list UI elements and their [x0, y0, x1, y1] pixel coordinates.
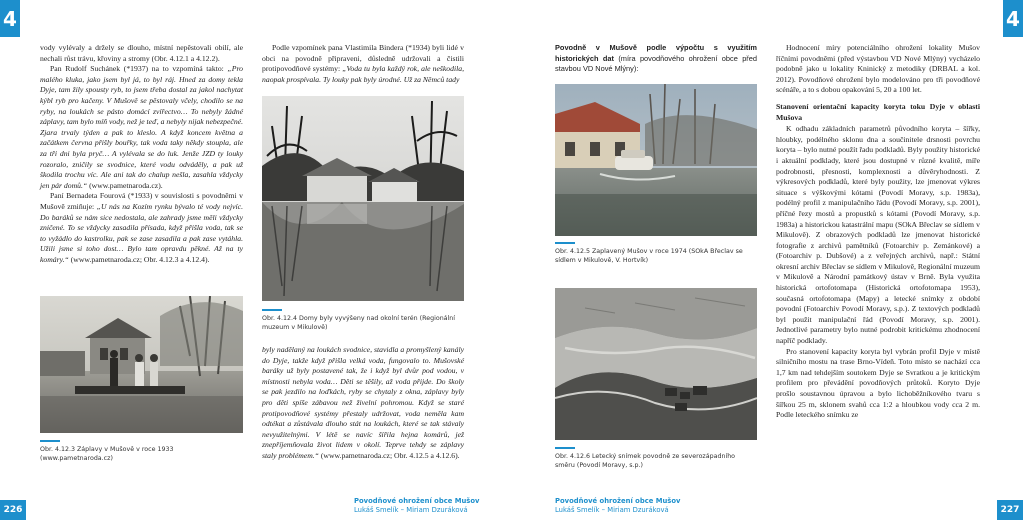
photo-flooded-mushov-1974-image: [555, 84, 757, 236]
column-4: [776, 43, 980, 421]
footer-title: Povodňové ohrožení obce Mušov: [555, 497, 681, 505]
photo-raised-houses-image: [262, 96, 464, 301]
paragraph: Podle vzpomínek pana Vlastimila Bindera (*1934) byli lidé v obci na povodně připraveni, důsledně udržovali a čistili protipovodňové systémy: „Voda tu byla každý rok, ale neškodila, naopak prospívala. Ty louky pak byly úrodné. Už za Němců tady: [262, 43, 465, 84]
column-2-continued: [262, 345, 464, 462]
footer-authors: Lukáš Smelík – Miriam Dzuráková: [555, 506, 669, 514]
photo-flooded-mushov-1974: [555, 84, 757, 236]
paragraph: Pan Rudolf Suchánek (*1937) na to vzpomíná takto: „Pro malého kluka, jako jsem byl já, to byl ráj. Hned za domy tekla Dyje, tam žily spousty ryb, to jsem třeba dostal za jakol nachytat kýbl ryb pro kačeny. V Mušově se pěstovaly včely, chodilo se na ryby, na loukách se pásto domácí zvířectvo… To nebyly žádné záplavy, tam bylo míň vody, než je teď, a nebyly nijak nebezpečné. Zjara trvaly týden a pak to kleslo. A když koncem května a začátkem června přišly bouřky, tak voda taky někdy stoupla, ale za tři dni byla pryč… A vylévala se do luk. Jenže JZD ty louky rozoralo, zničily se svodnice, které vodu odváděly, a pak už škodila trochu víc. Ale ani tak do chalup nešla, zasahla vždycky jen pár domů.“ (www.pametnaroda.cz).: [40, 64, 243, 190]
quote: „Pro malého kluka, jako jsem byl já, to byl ráj. Hned za domy tekla Dyje, tam žily spousty ryb, to jsem třeba dostal za jakol nachytat kýbl ryb pro kačeny. V Mušově se pěstovaly včely, chodilo se na ryby, na loukách se pásto domácí zvířectvo… To nebyly žádné záplavy, tam bylo míň vody, než je teď, a nebyly nijak nebezpečné. Zjara trvaly týden a pak to kleslo. A když koncem května a začátkem června přišly bouřky, tak voda taky někdy stoupla, ale za tři dni byla pryč… A vylévala se do luk. Jenže JZD ty louky rozoralo, zničily se svodnice, které vodu odváděly, a pak už škodila trochu víc. Ale ani tak do chalup nešla, zasahla vždycky jen pár domů.“: [40, 64, 243, 190]
caption-accent-bar: [555, 242, 575, 244]
page-number-left: 226: [0, 500, 26, 520]
photo-raised-houses: [262, 96, 464, 301]
photo-flood-1933-image: [40, 296, 243, 433]
footer-right: [555, 497, 680, 515]
chapter-tab-right: 4: [1003, 0, 1023, 37]
caption-4-12-4: Obr. 4.12.4 Domy byly vyvýšeny nad okolní terén (Regionální muzeum v Mikulově): [262, 309, 462, 332]
quote: „U nás na Kozím rynku bývalo té vody nejvíc. Do baráků se nám sice nedostala, ale zahrady jsme měli vždycky zničené. To se vždycky zasadila přísada, když přišla voda, tak se to vyžádlo do kastrolku, pak se zase zasadila a pak zase vytáhla. Užili jsme si toho dost… Bylo tam opravdu pěkné. Až na ty komáry.“: [40, 201, 243, 264]
caption-accent-bar: [262, 309, 282, 311]
chapter-tab-left: 4: [0, 0, 20, 37]
caption-4-12-5: Obr. 4.12.5 Zaplavený Mušov v roce 1974 (SOkA Břeclav se sídlem v Mikulově, V. Hortvík): [555, 242, 755, 265]
caption-4-12-6: Obr. 4.12.6 Letecký snímek povodně ze severozápadního směru (Povodí Moravy, s.p.): [555, 447, 755, 470]
footer-left: [354, 497, 479, 515]
page-number-right: 227: [997, 500, 1023, 520]
paragraph: vody vylévaly a držely se dlouho, místní nepěstovali obilí, ale nechali růst trávu, křoviny a stromy (Obr. 4.12.1 a 4.12.2).: [40, 43, 243, 63]
photo-aerial-flood-image: [555, 288, 757, 440]
caption-accent-bar: [40, 440, 60, 442]
paragraph: byly nadělaný na loukách svodnice, stavidla a promyšlený kanály do Dyje, takže když přišla velká voda, fungovalo to. Mušovské baráky už byly postavené tak, že i když byl dvůr pod vodou, v místnosti nebyla voda… Děti se těšily, až voda přijde. Do školy se pak jezdilo na loďkách, ryby se chytaly z okna, záplavy byly pro děti spíše zábavou než živelní pohromou. Když se staré protipovodňové systémy přestaly udržovat, voda neměla kam odtékat a zůstávala dlouho stát na loukách, které se tak stávaly nevyužitelnými. V létě se navíc šířila hejna komárů, jež znepříjemňovala život lidem v okolí. Teprve tehdy se záplavy staly problémem.“ (www.pametnaroda.cz; Obr. 4.12.5 a 4.12.6).: [262, 345, 464, 460]
paragraph: Hodnocení míry potenciálního ohrožení lokality Mušov říčními povodněmi (před výstavbou VD Nové Mlýny) vycházelo podobně jako u lokality Kninický z metodiky (DRBAL a kol. 2012). Povodňové ohrožení bylo modelováno pro tři povodňové scénáře, a to s dobou opakování 5, 20 a 100 let.: [776, 43, 980, 95]
caption-4-12-3: Obr. 4.12.3 Záplavy v Mušově v roce 1933 (www.pametnaroda.cz): [40, 440, 230, 463]
caption-accent-bar: [555, 447, 575, 449]
photo-flood-1933: [40, 296, 243, 433]
footer-authors: Lukáš Smelík – Miriam Dzuráková: [354, 506, 468, 514]
column-3: [555, 43, 757, 75]
quote: „Voda tu byla každý rok, ale neškodila, naopak prospívala. Ty louky pak byly úrodné. Už za Němců tady: [262, 64, 465, 84]
paragraph: K odhadu základních parametrů původního koryta – šířky, hloubky, podélného sklonu dna a součinitele drsnosti povrchu koryta – bylo nutné použít řadu podkladů. Byly použity historické i aktuální podklady, které jsou dostupné v různé kvalitě, míře podrobnosti, přesnosti, komplexnosti a důvěryhodnosti. Z výkresových podkladů, které byly použity, lze jmenovat výkres situace s výškovými kótami (Povodí Moravy, s.p. 1983a), podélný profil z manipulačního řádu (Povodí Moravy, s.p. 2001), příčné řezy mostů a propustků s kótami (Povodí Moravy, s.p. 1983a) a historickou katastrální mapu (SOkA Břeclav se sídlem v Mikulově). Z obrazových podkladů lze jmenovat historické fotografie z archivů pamětníků (Fotoarchiv p. Zemánkové) a (Fotoarchiv p. Dubšové) a z veřejných archivů, např.: Státní okresní archiv Břeclav se sídlem v Mikulově, Regionální muzeum v Mikulově a Národní památkový ústav v Brně. Byla využita historická ortofotomapa (Historická ortofotomapa 1953), současná ortofotomapa (Mapy) a letecké snímky z období povodní (Fotoarchiv Povodí Moravy, s.p.). Z textových podkladů byl použit manipulační řád (Povodí Moravy, s.p. 2001). Jednotlivé parametry bylo nutné podrobit kritickému zhodnocení napříč podklady.: [776, 124, 980, 346]
column-2: [262, 43, 464, 85]
photo-aerial-flood: [555, 288, 757, 440]
column-1: [40, 43, 243, 265]
quote: byly nadělaný na loukách svodnice, stavidla a promyšlený kanály do Dyje, takže když přišla velká voda, fungovalo to. Mušovské baráky už byly postavené tak, že i když byl dvůr pod vodou, v místnosti nebyla voda… Děti se těšily, až voda přijde. Do školy se pak jezdilo na loďkách, ryby se chytaly z okna, záplavy byly pro děti spíše zábavou než živelní pohromou. Když se staré protipovodňové systémy přestaly udržovat, voda neměla kam odtékat a zůstávala dlouho stát na loukách, které se tak stávaly nevyužitelnými. V létě se navíc šířila hejna komárů, jež znepříjemňovala život lidem v okolí. Teprve tehdy se záplavy staly problémem.“: [262, 345, 464, 460]
section-heading: Stanovení orientační kapacity koryta toku Dyje v oblasti Mušova: [776, 101, 980, 122]
paragraph: Pro stanovení kapacity koryta byl vybrán profil Dyje v místě silničního mostu na trase Brno-Vídeň. Toto místo se nachází cca 1,7 km nad tehdejším soutokem Dyje se Svratkou a je kritickým profilem pro převádění povodňových průtoků. Koryto Dyje prošlo soustavnou úpravou a bylo lichoběžníkového tvaru s šířkou 25 m, sklonem svahů cca 1:2 a hloubkou vody cca 2 m. Podle leteckého snímku ze: [776, 346, 980, 420]
paragraph: Paní Bernadeta Fourová (*1933) v souvislosti s povodněmi v Mušově zmiňuje: „U nás na Kozím rynku bývalo té vody nejvíc. Do baráků se nám sice nedostala, ale zahrady jsme měli vždycky zničené. To se vždycky zasadila přísada, když přišla voda, tak se to vyžádlo do kastrolku, pak se zase zasadila a pak zase vytáhla. Užili jsme si toho dost… Bylo tam opravdu pěkné. Až na ty komáry.“ (www.pametnaroda.cz; Obr. 4.12.3 a 4.12.4).: [40, 191, 243, 264]
footer-title: Povodňové ohrožení obce Mušov: [354, 497, 480, 505]
section-heading: Povodně v Mušově podle výpočtu s využitím historických dat (míra povodňového ohrožení obce před stavbou VD Nové Mlýny):: [555, 43, 757, 74]
